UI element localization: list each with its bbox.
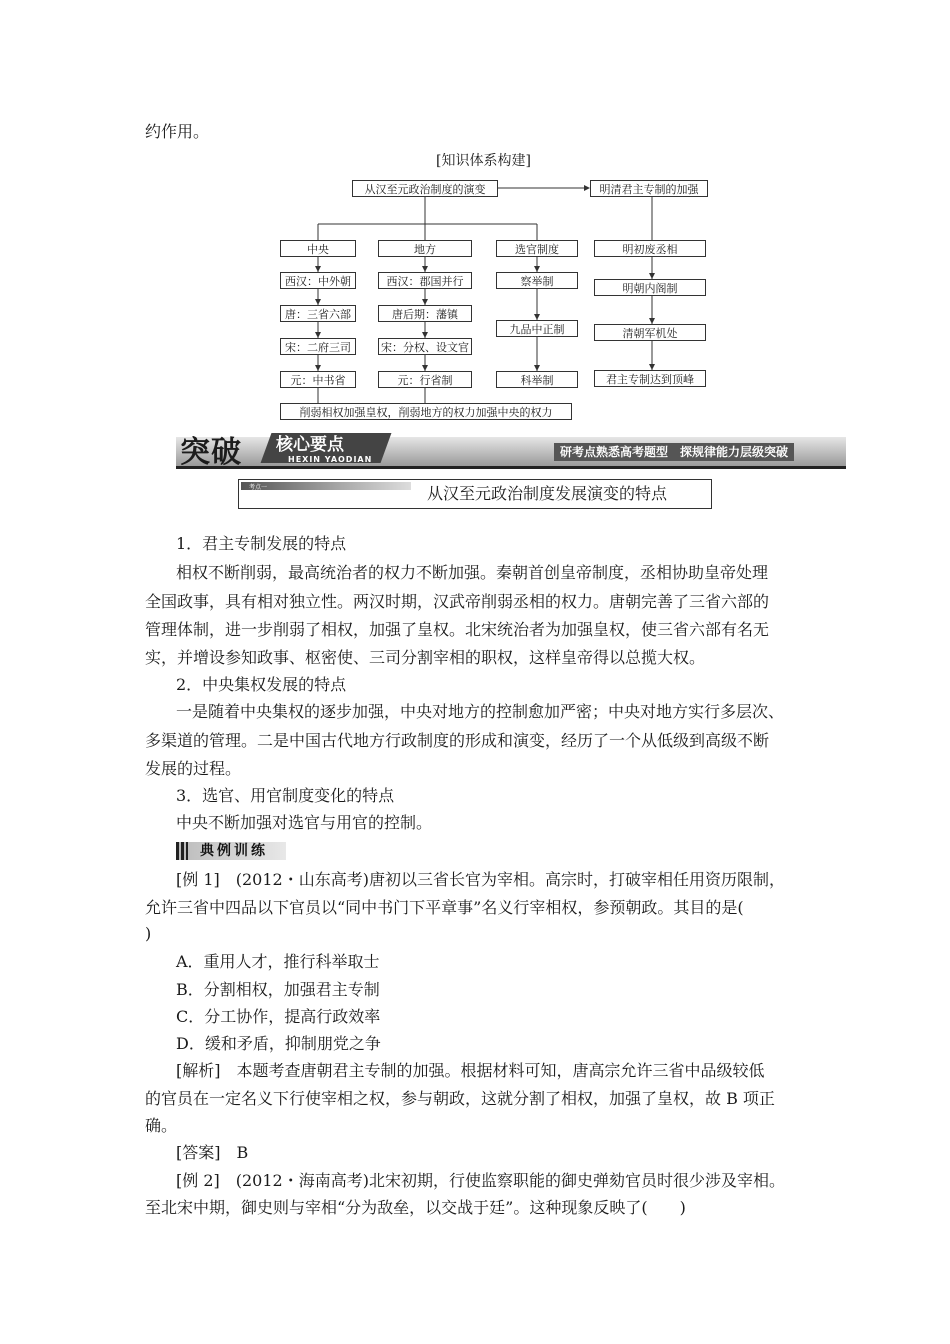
intro-text: 约作用。 (145, 122, 210, 141)
local-item: 宋：分权、设文官 (378, 338, 472, 355)
analysis-line: 的官员在一定名义下行使宰相之权，参与朝政，这就分割了相权，加强了皇权，故 B 项正 (145, 1089, 775, 1108)
example1-line: [例 1] (2012・山东高考)唐初以三省长官为宰相。高宗时，打破宰相任用资历限制， (176, 870, 785, 889)
topic-title: 从汉至元政治制度发展演变的特点 (427, 484, 668, 503)
diagram-title: [知识体系构建] (436, 153, 531, 169)
diagram-root-right: 明清君主专制的加强 (590, 180, 708, 197)
topic-tag-label: 考点一 (249, 484, 268, 491)
option-b: B．分割相权，加强君主专制 (176, 980, 380, 999)
heading-3: 3．选官、用官制度变化的特点 (176, 786, 395, 805)
option-a: A．重用人才，推行科举取士 (176, 952, 380, 971)
central-item: 元：中书省 (280, 371, 356, 388)
option-c: C．分工协作，提高行政效率 (176, 1007, 381, 1026)
right-item: 明朝内阁制 (594, 279, 706, 296)
paragraph-line: 全国政事，具有相对独立性。两汉时期，汉武帝削弱丞相的权力。唐朝完善了三省六部的 (145, 592, 770, 611)
diagram-connectors (0, 0, 950, 430)
bars-icon (176, 842, 188, 860)
select-item: 察举制 (496, 272, 578, 289)
diagram-root: 从汉至元政治制度的演变 (352, 180, 498, 197)
example2-line: 至北宋中期，御史则与宰相“分为敌垒，以交战于廷”。这种现象反映了( ) (145, 1198, 686, 1217)
paragraph-line: 一是随着中央集权的逐步加强，中央对地方的控制愈加严密；中央对地方实行多层次、 (176, 702, 785, 721)
paragraph-line: 发展的过程。 (145, 759, 242, 778)
select-header: 选官制度 (496, 240, 578, 257)
example1-line: 允许三省中四品以下官员以“同中书门下平章事”名义行宰相权，参预朝政。其目的是( (145, 898, 744, 917)
example1-line: ) (145, 924, 152, 943)
right-item: 君主专制达到顶峰 (594, 370, 706, 387)
central-item: 西汉：中外朝 (280, 272, 356, 289)
analysis-line: 确。 (145, 1116, 178, 1135)
select-item: 科举制 (496, 371, 578, 388)
banner-slogan: 研考点熟悉高考题型 探规律能力层级突破 (554, 443, 794, 461)
topic-tag (241, 482, 411, 490)
paragraph-line: 多渠道的管理。二是中国古代地方行政制度的形成和演变，经历了一个从低级到高级不断 (145, 731, 770, 750)
paragraph-line: 相权不断削弱，最高统治者的权力不断加强。秦朝首创皇帝制度，丞相协助皇帝处理 (176, 563, 769, 582)
paragraph-line: 实，并增设参知政事、枢密使、三司分割宰相的职权，这样皇帝得以总揽大权。 (145, 648, 706, 667)
analysis-line: [解析] 本题考查唐朝君主专制的加强。根据材料可知，唐高宗允许三省中品级较低 (176, 1061, 765, 1080)
local-header: 地方 (378, 240, 472, 257)
right-item: 清朝军机处 (594, 324, 706, 341)
banner-subtitle: 核心要点 (276, 435, 344, 455)
heading-2: 2．中央集权发展的特点 (176, 675, 347, 694)
local-item: 元：行省制 (378, 371, 472, 388)
example2-line: [例 2] (2012・海南高考)北宋初期，行使监察职能的御史弹劾官员时很少涉及宰相。 (176, 1171, 785, 1190)
answer-line: [答案] B (176, 1143, 249, 1162)
topic-box (238, 479, 712, 509)
heading-1: 1．君主专制发展的特点 (176, 534, 347, 553)
local-item: 唐后期：藩镇 (378, 305, 472, 322)
paragraph-line: 中央不断加强对选官与用官的控制。 (176, 813, 433, 832)
central-item: 唐：三省六部 (280, 305, 356, 322)
paragraph-line: 管理体制，进一步削弱了相权，加强了皇权。北宋统治者为加强皇权，使三省六部有名无 (145, 620, 770, 639)
practice-banner (176, 842, 286, 860)
local-item: 西汉：郡国并行 (378, 272, 472, 289)
right-item: 明初废丞相 (594, 240, 706, 257)
select-item: 九品中正制 (496, 320, 578, 337)
diagram-conclusion: 削弱相权加强皇权，削弱地方的权力加强中央的权力 (280, 403, 572, 420)
banner-title: 突破 (180, 435, 242, 470)
central-item: 宋：二府三司 (280, 338, 356, 355)
practice-label: 典例训练 (200, 843, 268, 859)
central-header: 中央 (280, 240, 356, 257)
banner-pinyin: HEXIN YAODIAN (288, 455, 373, 464)
option-d: D．缓和矛盾，抑制朋党之争 (176, 1034, 381, 1053)
section-banner (176, 437, 846, 469)
